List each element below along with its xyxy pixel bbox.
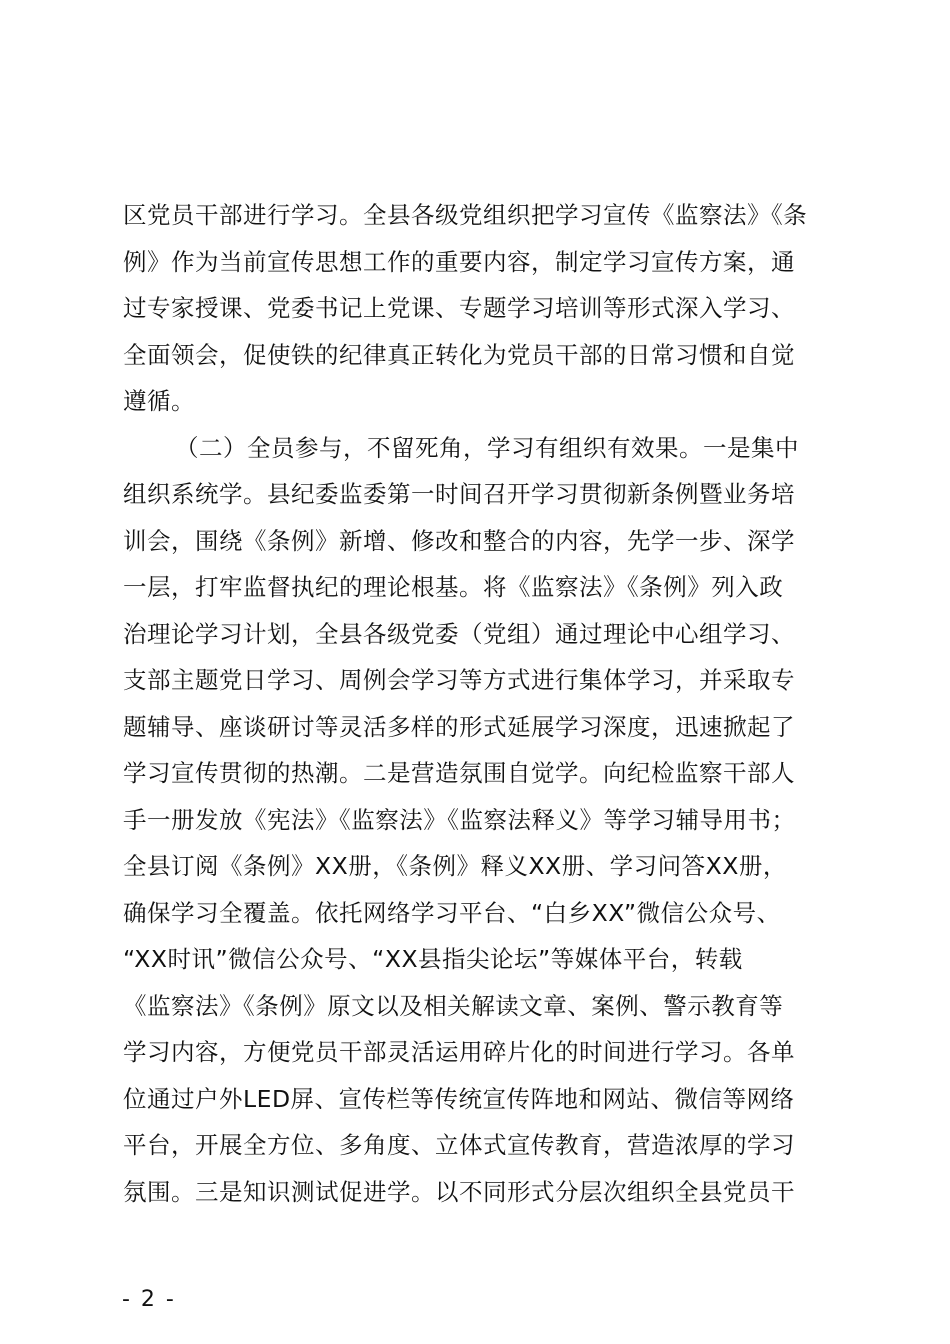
text-line: 氛围。三是知识测试促进学。以不同形式分层次组织全县党员干 xyxy=(123,1177,795,1206)
text-line: 过专家授课、党委书记上党课、专题学习培训等形式深入学习、 xyxy=(123,294,795,322)
text-line: 区党员干部进行学习。全县各级党组织把学习宣传《监察法》《条 xyxy=(123,201,808,229)
paragraph-start-line: （二）全员参与，不留死角，学习有组织有效果。一是集中 xyxy=(175,433,799,462)
text-line: 学习宣传贯彻的热潮。二是营造氛围自觉学。向纪检监察干部人 xyxy=(123,759,795,787)
text-line: 平台，开展全方位、多角度、立体式宣传教育，营造浓厚的学习 xyxy=(123,1131,795,1159)
text-line: 学习内容，方便党员干部灵活运用碎片化的时间进行学习。各单 xyxy=(123,1038,795,1066)
text-line: “XX时讯”微信公众号、“XX县指尖论坛”等媒体平台，转载 xyxy=(123,945,743,973)
text-line: 训会，围绕《条例》新增、修改和整合的内容，先学一步、深学 xyxy=(123,526,795,555)
text-line: 确保学习全覆盖。依托网络学习平台、“白乡XX”微信公众号、 xyxy=(123,898,781,927)
text-line: 例》作为当前宣传思想工作的重要内容，制定学习宣传方案，通 xyxy=(123,247,795,276)
text-line: 支部主题党日学习、周例会学习等方式进行集体学习，并采取专 xyxy=(123,666,795,694)
text-line: 遵循。 xyxy=(123,387,195,415)
text-line: 题辅导、座谈研讨等灵活多样的形式延展学习深度，迅速掀起了 xyxy=(123,712,795,741)
text-line: 治理论学习计划，全县各级党委（党组）通过理论中心组学习、 xyxy=(123,619,795,648)
body-text xyxy=(123,192,833,1215)
text-line: 全面领会，促使铁的纪律真正转化为党员干部的日常习惯和自觉 xyxy=(123,340,795,369)
text-line: 组织系统学。县纪委监委第一时间召开学习贯彻新条例暨业务培 xyxy=(123,480,795,508)
text-line: 一层，打牢监督执纪的理论根基。将《监察法》《条例》列入政 xyxy=(123,573,784,601)
text-line: 手一册发放《宪法》《监察法》《监察法释义》等学习辅导用书； xyxy=(123,805,796,834)
page-number: - 2 - xyxy=(122,1287,176,1312)
text-line: 《监察法》《条例》原文以及相关解读文章、案例、警示教育等 xyxy=(123,991,784,1020)
text-line: 全县订阅《条例》XX册，《条例》释义XX册、学习问答XX册， xyxy=(123,852,787,880)
text-line: 位通过户外LED屏、宣传栏等传统宣传阵地和网站、微信等网络 xyxy=(123,1084,795,1113)
